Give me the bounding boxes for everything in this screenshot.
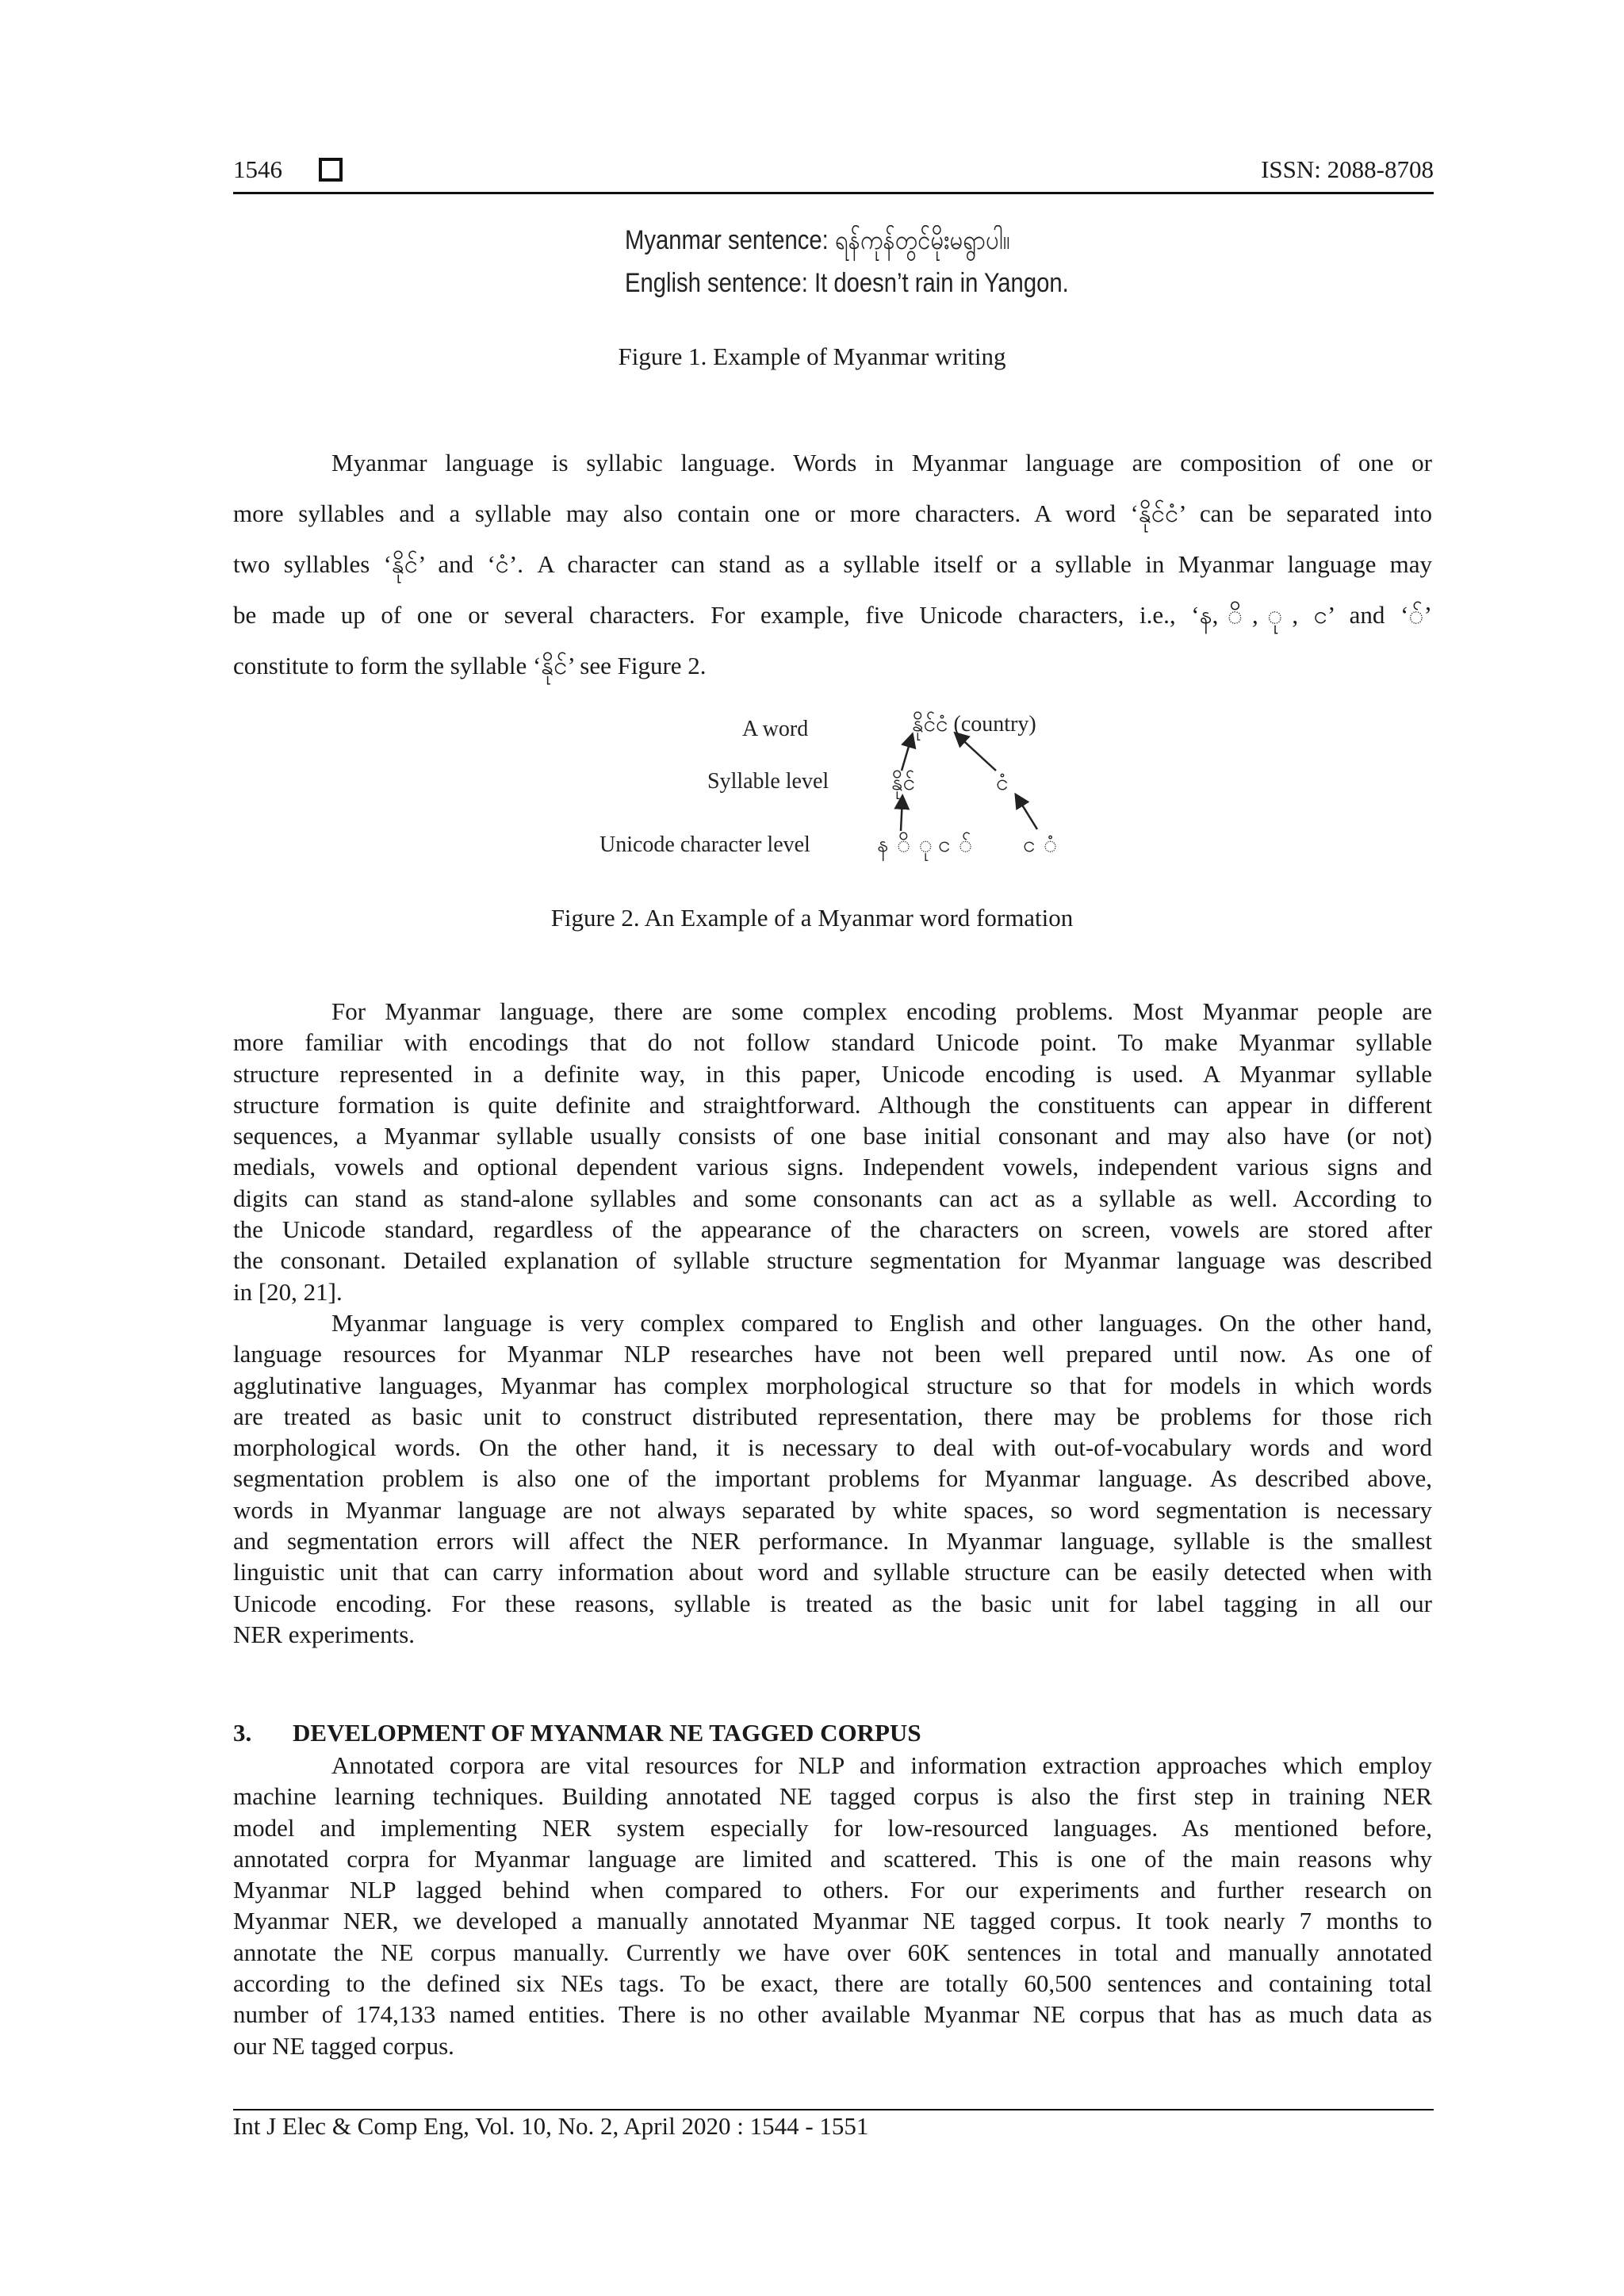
syllable-one: နိုင်	[891, 771, 915, 795]
paragraph-line: the consonant. Detailed explanation of syllable structure segmentation for Myanmar language was described	[233, 1246, 1432, 1275]
paragraph-line: and segmentation errors will affect the NER performance. In Myanmar language, syllable is the smallest	[233, 1527, 1432, 1556]
paragraph-line: language resources for Myanmar NLP researches have not been well prepared until now. As one of	[233, 1340, 1432, 1368]
arrow-chars1-to-syllable1	[901, 798, 902, 831]
paragraph-line: more syllables and a syllable may also contain one or more characters. A word ‘နိုင်ငံ’ can be separated into	[233, 499, 1432, 527]
paragraph-line: structure represented in a definite way, in this paper, Unicode encoding is used. A Myanmar syllable	[233, 1059, 1432, 1088]
arrow-chars2-to-syllable2	[1017, 796, 1037, 829]
figure-1-english-line: English sentence: It doesn’t rain in Yangon.	[625, 268, 1069, 298]
paragraph-line: model and implementing NER system especially for low-resourced languages. As mentioned before,	[233, 1813, 1432, 1842]
paragraph-line: two syllables ‘နိုင်’ and ‘ငံ’. A character can stand as a syllable itself or a syllable in Myanmar language may	[233, 550, 1432, 578]
journal-issn: ISSN: 2088-8708	[1261, 155, 1434, 183]
section-number: 3.	[233, 1719, 252, 1747]
paragraph-line: are treated as basic unit to construct distributed representation, there may be problems for those rich	[233, 1402, 1432, 1430]
paragraph-syllabic	[233, 438, 1432, 691]
figure-2-arrows	[587, 706, 1078, 872]
page-header-left	[233, 155, 343, 184]
section-title: DEVELOPMENT OF MYANMAR NE TAGGED CORPUS	[293, 1719, 921, 1747]
paragraph-line: the Unicode standard, regardless of the appearance of the characters on screen, vowels are stored after	[233, 1215, 1432, 1244]
paragraph-line: For Myanmar language, there are some complex encoding problems. Most Myanmar people are	[331, 997, 1432, 1025]
paragraph-corpus	[233, 1750, 1432, 2061]
paragraph-line: linguistic unit that can carry information about word and syllable structure can be easily detected when with	[233, 1558, 1432, 1586]
characters-one: န ိ ု င ်	[877, 832, 973, 857]
header-rule	[233, 192, 1434, 194]
checkbox-square-icon	[319, 158, 343, 182]
paragraph-line: according to the defined six NEs tags. To be exact, there are totally 60,500 sentences and containing total	[233, 1969, 1432, 1998]
figure-2-caption: Figure 2. An Example of a Myanmar word formation	[550, 904, 1074, 932]
paragraph-line: NER experiments.	[233, 1620, 416, 1648]
paragraph-line: segmentation problem is also one of the important problems for Myanmar language. As described above,	[233, 1464, 1432, 1493]
syllable-two: ငံ	[996, 771, 1009, 795]
label-syllable-level: Syllable level	[707, 769, 829, 794]
paragraph-line: in [20, 21].	[233, 1277, 343, 1306]
section-heading	[233, 1719, 921, 1747]
paragraph-line: annotated corpra for Myanmar language are limited and scattered. This is one of the main reasons why	[233, 1844, 1432, 1873]
figure-1-myanmar-line: Myanmar sentence: ရန်ကုန်တွင်မိုးမရွာပါ။	[625, 225, 1010, 255]
page-footer: Int J Elec & Comp Eng, Vol. 10, No. 2, April 2020 : 1544 - 1551	[233, 2112, 869, 2140]
paragraph-line: Myanmar language is very complex compared to English and other languages. On the other hand,	[331, 1309, 1432, 1337]
label-unicode-level: Unicode character level	[599, 832, 810, 857]
paragraph-line: Myanmar NER, we developed a manually annotated Myanmar NE tagged corpus. It took nearly 7 months to	[233, 1907, 1432, 1935]
paragraph-line: structure formation is quite definite and straightforward. Although the constituents can appear in different	[233, 1090, 1432, 1119]
label-a-word: A word	[742, 717, 809, 741]
figure-1-image	[625, 219, 1069, 304]
paragraph-line: morphological words. On the other hand, it is necessary to deal with out-of-vocabulary words and word	[233, 1433, 1432, 1462]
paragraph-line: digits can stand as stand-alone syllables and some consonants can act as a syllable as well. According to	[233, 1184, 1432, 1212]
paragraph-line: words in Myanmar language are not always separated by white spaces, so word segmentation is necessary	[233, 1495, 1432, 1524]
arrow-syllable1-to-word	[902, 736, 912, 771]
paragraph-line: be made up of one or several characters. For example, five Unicode characters, i.e., ‘န, ိ, ု, င’ and ‘်’	[233, 601, 1432, 629]
paragraph-line: number of 174,133 named entities. There is no other available Myanmar NE corpus that has as much data as	[233, 2000, 1432, 2029]
figure-2-diagram	[587, 706, 1078, 872]
characters-two: င ံ	[1023, 832, 1058, 857]
paragraph-line: Myanmar NLP lagged behind when compared to others. For our experiments and further research on	[233, 1876, 1432, 1904]
paragraph-encoding	[233, 996, 1432, 1307]
paragraph-line: medials, vowels and optional dependent various signs. Independent vowels, independent various signs and	[233, 1153, 1432, 1181]
arrow-syllable2-to-word	[956, 734, 996, 771]
paragraph-line: Annotated corpora are vital resources for NLP and information extraction approaches which employ	[331, 1751, 1432, 1779]
figure-1-caption: Figure 1. Example of Myanmar writing	[618, 342, 1006, 370]
paragraph-line: sequences, a Myanmar syllable usually consists of one base initial consonant and may also have (or not)	[233, 1122, 1432, 1150]
page-number: 1546	[233, 155, 282, 183]
paragraph-line: agglutinative languages, Myanmar has complex morphological structure so that for models in which words	[233, 1371, 1432, 1399]
word-country: နိုင်ငံ (country)	[912, 712, 1036, 737]
paragraph-line: machine learning techniques. Building annotated NE tagged corpus is also the first step in training NER	[233, 1782, 1432, 1811]
paragraph-line: annotate the NE corpus manually. Currently we have over 60K sentences in total and manually annotated	[233, 1938, 1432, 1966]
paragraph-line: more familiar with encodings that do not follow standard Unicode point. To make Myanmar syllable	[233, 1028, 1432, 1057]
footer-rule	[233, 2109, 1434, 2110]
paragraph-line: Unicode encoding. For these reasons, syllable is treated as the basic unit for label tagging in all our	[233, 1589, 1432, 1617]
paragraph-line: Myanmar language is syllabic language. Words in Myanmar language are composition of one or	[331, 449, 1432, 476]
paragraph-line: our NE tagged corpus.	[233, 2031, 454, 2060]
paragraph-complexity	[233, 1307, 1432, 1650]
paragraph-line: constitute to form the syllable ‘နိုင်’ see Figure 2.	[233, 652, 707, 679]
